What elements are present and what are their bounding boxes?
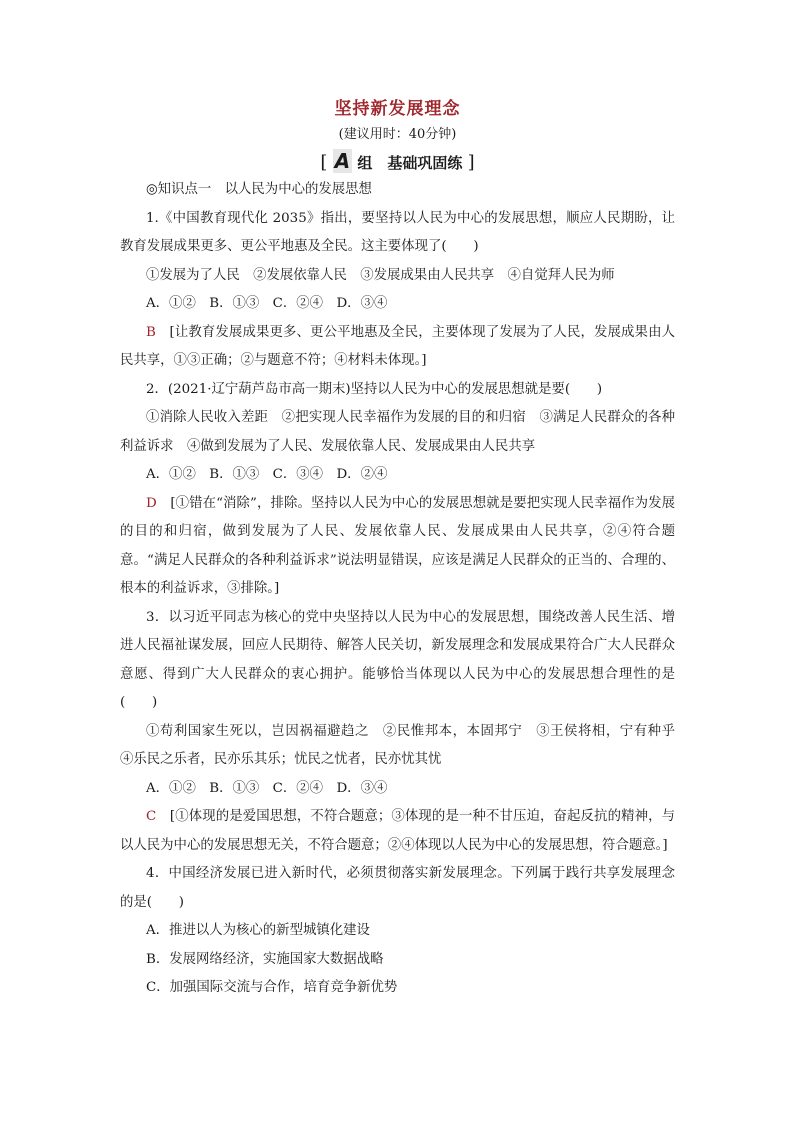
knowledge-point-heading: ◎知识点一 以人民为中心的发展思想 [146, 182, 372, 197]
answer-explanation: [让教育发展成果更多、更公平地惠及全民，主要体现了发展为了人民，发展成果由人民共享，①③正确；②与题意不符；④材料未体现。] [120, 324, 675, 368]
question-3-stem: 3．以习近平同志为核心的党中央坚持以人民为中心的发展思想，围绕改善人民生活、增进人民福祉谋发展，回应人民期待、解答人民关切，新发展理念和发展成果符合广大人民群众意愿、得到广大人民群众的衷心拥护。能够恰当体现以人民为中心的发展思想合理性的是( ) [120, 609, 675, 710]
group-label: 组 基础巩固练 [357, 154, 463, 172]
answer-letter: C [146, 809, 157, 824]
time-suggestion: (建议用时：40分钟) [338, 127, 457, 142]
group-right-bracket: ] [467, 152, 475, 173]
group-heading [120, 148, 675, 176]
question-3-answer [120, 803, 675, 860]
question-2-options: A．①② B．①③ C．③④ D．②④ [146, 467, 388, 482]
document-page [120, 96, 689, 1003]
question-4-option-c: C．加强国际交流与合作，培育竞争新优势 [146, 980, 398, 995]
question-3-options: A．①② B．①③ C．②④ D．③④ [146, 780, 388, 796]
answer-letter: D [146, 495, 157, 511]
group-letter-badge: A [334, 149, 351, 173]
question-1-answer [120, 319, 675, 376]
question-4-stem: 4．中国经济发展已进入新时代，必须贯彻落实新发展理念。下列属于践行共享发展理念的是( ) [120, 866, 675, 910]
group-left-bracket: [ [320, 152, 328, 173]
question-2-stem: 2．(2021·辽宁葫芦岛市高一期末)坚持以人民为中心的发展思想就是要( ) [146, 381, 603, 397]
answer-explanation: [①错在“消除”，排除。坚持以人民为中心的发展思想就是要把实现人民幸福作为发展的目的和归宿，做到发展为了人民、发展依靠人民、发展成果由人民共享，②④符合题意。“满足人民群众的各种利益诉求”说法明显错误，应该是满足人民群众的正当的、合理的、根本的利益诉求，③排除。] [120, 495, 676, 596]
question-2-items: ①消除人民收入差距 ②把实现人民幸福作为发展的目的和归宿 ③满足人民群众的各种利益诉求 ④做到发展为了人民、发展依靠人民、发展成果由人民共享 [120, 410, 675, 454]
question-1-items: ①发展为了人民 ②发展依靠人民 ③发展成果由人民共享 ④自觉拜人民为师 [146, 267, 615, 283]
answer-letter: B [146, 324, 156, 340]
answer-explanation: [①体现的是爱国思想，不符合题意；③体现的是一种不甘压迫，奋起反抗的精神，与以人民为中心的发展思想无关，不符合题意；②④体现以人民为中心的发展思想，符合题意。] [120, 809, 675, 853]
question-3-items: ①苟利国家生死以，岂因祸福避趋之 ②民惟邦本，本固邦宁 ③王侯将相，宁有种乎 ④乐民之乐者，民亦乐其乐；忧民之忧者，民亦忧其忧 [120, 723, 689, 767]
page-title: 坚持新发展理念 [334, 99, 461, 119]
question-4-option-a: A．推进以人为核心的新型城镇化建设 [146, 923, 370, 938]
question-1-options: A．①② B．①③ C．②④ D．③④ [146, 296, 388, 311]
question-4-option-b: B．发展网络经济，实施国家大数据战略 [146, 951, 384, 967]
question-1-stem: 1.《中国教育现代化 2035》指出，要坚持以人民为中心的发展思想，顺应人民期盼，让教育发展成果更多、更公平地惠及全民。这主要体现了( ) [120, 210, 675, 254]
question-2-answer [120, 490, 675, 604]
